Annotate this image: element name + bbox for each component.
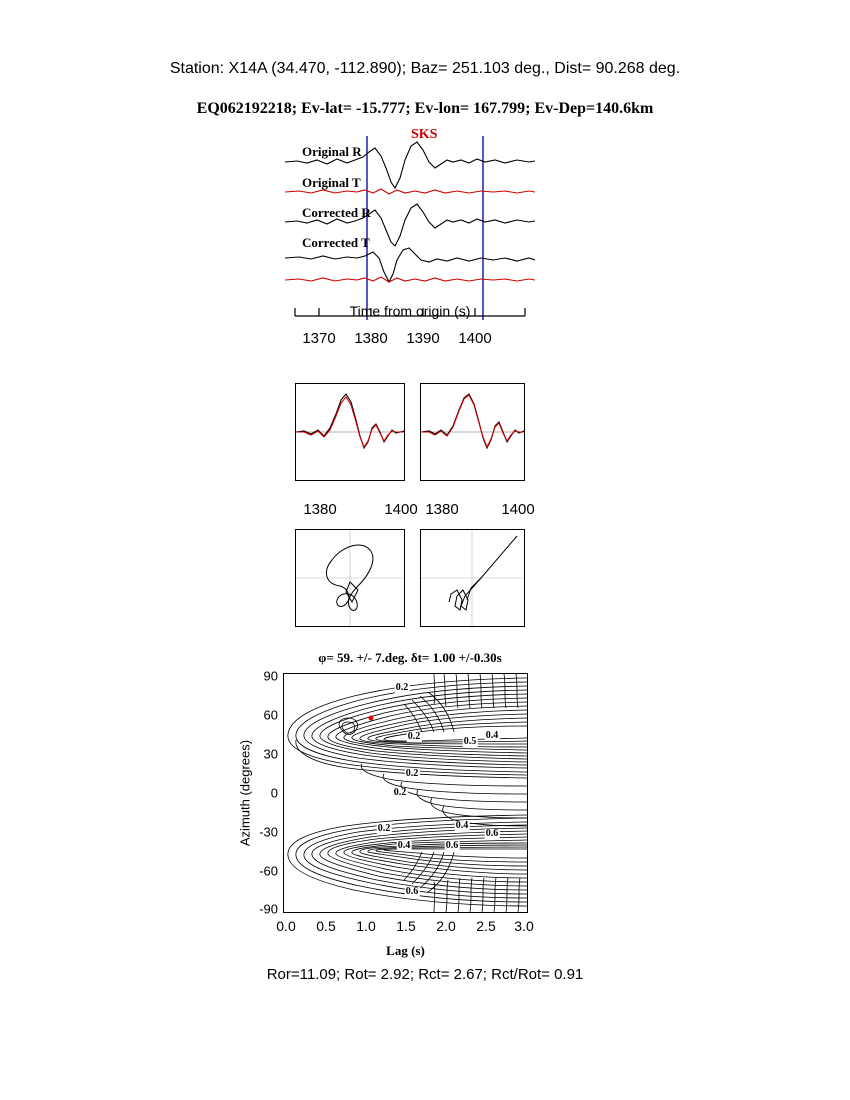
azimuth-tick-30: 30	[263, 746, 278, 762]
particle-motion-uncorrected-curve	[296, 530, 404, 626]
lag-tick-2.5: 2.5	[476, 918, 496, 934]
azimuth-tick-60: 60	[263, 707, 278, 723]
mid-tick-left-1400: 1400	[384, 501, 418, 518]
contour-label-9: 0.4	[397, 840, 411, 851]
contour-label-7: 0.4	[455, 820, 469, 831]
time-tick-1380: 1380	[354, 330, 388, 347]
trace-label-original-r: Original R	[302, 144, 362, 159]
lag-tick-0.5: 0.5	[316, 918, 336, 934]
mid-tick-right-1380: 1380	[425, 501, 459, 518]
contour-label-1: 0.2	[407, 731, 421, 742]
contour-label-0: 0.2	[395, 682, 409, 693]
lag-tick-2.0: 2.0	[436, 918, 456, 934]
solution-marker-dot	[369, 716, 374, 721]
lag-tick-1.5: 1.5	[396, 918, 416, 934]
contour-label-3: 0.4	[485, 730, 499, 741]
sks-phase-label: SKS	[411, 127, 438, 142]
quality-metrics-line: Ror=11.09; Rot= 2.92; Rct= 2.67; Rct/Rot= 0.91	[266, 966, 584, 983]
mid-tick-left-1380: 1380	[303, 501, 337, 518]
azimuth-axis-label: Azimuth (degrees)	[237, 739, 253, 847]
contour-label-10: 0.6	[445, 840, 459, 851]
azimuth-tick-90: 90	[263, 668, 278, 684]
error-surface-plot	[283, 673, 528, 913]
contour-label-6: 0.2	[377, 823, 391, 834]
contour-label-2: 0.5	[463, 736, 477, 747]
trace-label-corrected-r: Corrected R	[302, 205, 371, 220]
mid-tick-right-1400: 1400	[501, 501, 535, 518]
fast-slow-corrected-traces	[421, 384, 524, 480]
error-surface-wrap	[259, 668, 534, 934]
contour-label-11: 0.6	[405, 886, 419, 897]
particle-motion-corrected-panel	[420, 529, 525, 627]
station-header-line: Station: X14A (34.470, -112.890); Baz= 251.103 deg., Dist= 90.268 deg.	[169, 60, 681, 77]
lag-tick-3.0: 3.0	[514, 918, 534, 934]
azimuth-tick-m30: -30	[259, 824, 278, 840]
azimuth-tick-m90: -90	[259, 901, 278, 917]
contour-label-5: 0.2	[393, 787, 407, 798]
fast-slow-corrected-panel	[420, 383, 525, 481]
event-header-line: EQ062192218; Ev-lat= -15.777; Ev-lon= 167.799; Ev-Dep=140.6km	[196, 100, 654, 117]
trace-label-corrected-t: Corrected T	[302, 235, 370, 250]
azimuth-tick-m60: -60	[259, 863, 278, 879]
azimuth-tick-0: 0	[270, 785, 278, 801]
particle-motion-uncorrected-panel	[295, 529, 405, 627]
particle-motion-corrected-curve	[421, 530, 524, 626]
time-axis-ticks	[275, 330, 545, 352]
lag-axis-label: Lag (s)	[386, 943, 425, 958]
splitting-parameters-title: φ= 59. +/- 7.deg. δt= 1.00 +/-0.30s	[318, 650, 502, 665]
time-tick-1370: 1370	[302, 330, 336, 347]
lag-tick-0.0: 0.0	[276, 918, 296, 934]
fast-slow-uncorrected-traces	[296, 384, 404, 480]
time-tick-1400: 1400	[458, 330, 492, 347]
middle-panel-ticks	[270, 501, 560, 523]
fast-slow-uncorrected-panel	[295, 383, 405, 481]
time-axis-title: Time from origin (s)	[349, 303, 471, 319]
trace-label-original-t: Original T	[302, 175, 361, 190]
contour-label-4: 0.2	[405, 768, 419, 779]
time-tick-1390: 1390	[406, 330, 440, 347]
contour-label-8: 0.6	[485, 828, 499, 839]
lag-tick-1.0: 1.0	[356, 918, 376, 934]
